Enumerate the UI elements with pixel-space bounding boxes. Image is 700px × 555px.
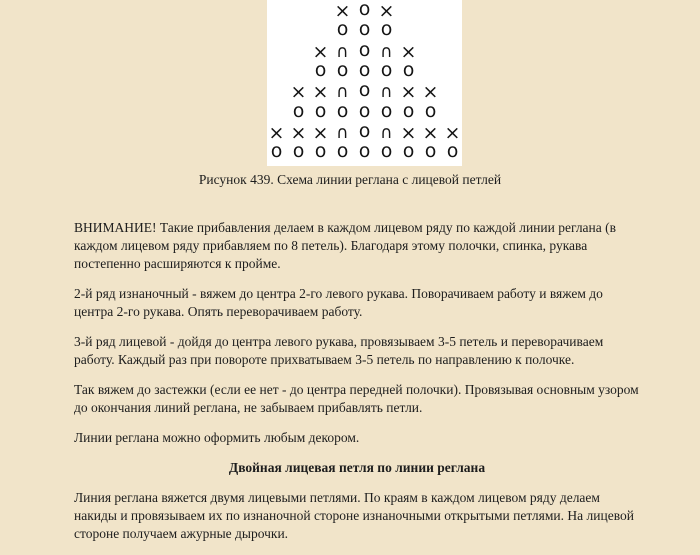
knit-stitch-symbol: o xyxy=(402,99,415,122)
figure-caption: Рисунок 439. Схема линии реглана с лицевой петлей xyxy=(198,172,502,187)
arc-stitch-symbol: ∩ xyxy=(336,41,349,62)
knit-stitch-symbol: o xyxy=(358,140,371,163)
yarn-over-symbol: × xyxy=(400,121,417,144)
knit-stitch-symbol: o xyxy=(358,38,371,61)
knit-stitch-symbol: o xyxy=(336,58,349,81)
knit-stitch-symbol: o xyxy=(358,58,371,81)
yarn-over-symbol: × xyxy=(400,40,417,63)
knit-stitch-symbol: o xyxy=(402,58,415,81)
knit-stitch-symbol: o xyxy=(358,0,371,20)
yarn-over-symbol: × xyxy=(422,121,439,144)
arc-stitch-symbol: ∩ xyxy=(380,122,393,143)
knit-stitch-symbol: o xyxy=(446,140,459,163)
knit-stitch-symbol: o xyxy=(336,18,349,41)
yarn-over-symbol: × xyxy=(444,121,461,144)
paragraph-attention: ВНИМАНИЕ! Такие прибавления делаем в каждом лицевом ряду по каждой линии реглана (в каждом лицевом ряду прибавляем по 8 петель). Благодаря этому полочки, спинка, рукава постепенно расширяются к пройме. xyxy=(74,220,617,271)
knit-stitch-symbol: o xyxy=(358,119,371,142)
yarn-over-symbol: × xyxy=(290,81,307,104)
yarn-over-symbol: × xyxy=(422,81,439,104)
paragraph-fastener: Так вяжем до застежки (если ее нет - до центра передней полочки). Провязывая основным узором до окончания линий реглана, не забываем прибавлять петли. xyxy=(74,382,639,415)
yarn-over-symbol: × xyxy=(312,81,329,104)
arc-stitch-symbol: ∩ xyxy=(380,82,393,103)
knit-stitch-symbol: o xyxy=(380,99,393,122)
paragraph-row-3: 3-й ряд лицевой - дойдя до центра левого рукава, провязываем 3-5 петель и переворачиваем работу. Каждый раз при повороте прихватываем 3-5 петель по направлению к полочке. xyxy=(74,334,604,367)
knit-stitch-symbol: o xyxy=(314,140,327,163)
knit-stitch-symbol: o xyxy=(336,99,349,122)
knit-stitch-symbol: o xyxy=(402,140,415,163)
knit-stitch-symbol: o xyxy=(380,140,393,163)
knit-stitch-symbol: o xyxy=(424,140,437,163)
arc-stitch-symbol: ∩ xyxy=(336,82,349,103)
knit-stitch-symbol: o xyxy=(358,18,371,41)
knit-stitch-symbol: o xyxy=(424,99,437,122)
knit-stitch-symbol: o xyxy=(380,58,393,81)
section-heading: Двойная лицевая петля по линии реглана xyxy=(228,460,486,475)
yarn-over-symbol: × xyxy=(400,81,417,104)
chart-row xyxy=(267,140,462,163)
knit-stitch-symbol: o xyxy=(314,58,327,81)
knit-stitch-symbol: o xyxy=(358,99,371,122)
knit-stitch-symbol: o xyxy=(358,79,371,102)
yarn-over-symbol: × xyxy=(334,0,351,22)
knit-stitch-symbol: o xyxy=(336,140,349,163)
yarn-over-symbol: × xyxy=(312,40,329,63)
paragraph-decor: Линии реглана можно оформить любым декором. xyxy=(74,430,360,445)
knit-stitch-symbol: o xyxy=(292,99,305,122)
yarn-over-symbol: × xyxy=(268,121,285,144)
yarn-over-symbol: × xyxy=(378,0,395,22)
paragraph-row-2: 2-й ряд изнаночный - вяжем до центра 2-го левого рукава. Поворачиваем работу и вяжем до центра 2-го рукава. Опять переворачиваем работу. xyxy=(74,286,603,319)
knit-stitch-symbol: o xyxy=(314,99,327,122)
arc-stitch-symbol: ∩ xyxy=(336,122,349,143)
knitting-chart-figure xyxy=(267,0,462,166)
yarn-over-symbol: × xyxy=(312,121,329,144)
knit-stitch-symbol: o xyxy=(270,140,283,163)
yarn-over-symbol: × xyxy=(290,121,307,144)
arc-stitch-symbol: ∩ xyxy=(380,41,393,62)
knit-stitch-symbol: o xyxy=(292,140,305,163)
knit-stitch-symbol: o xyxy=(380,18,393,41)
article-body xyxy=(74,219,640,555)
section-paragraph: Линия реглана вяжется двумя лицевыми петлями. По краям в каждом лицевом ряду делаем накиды и провязываем их по изнаночной стороне изнаночными открытыми петлями. На лицевой стороне получаем ажурные дырочки. xyxy=(74,490,634,541)
